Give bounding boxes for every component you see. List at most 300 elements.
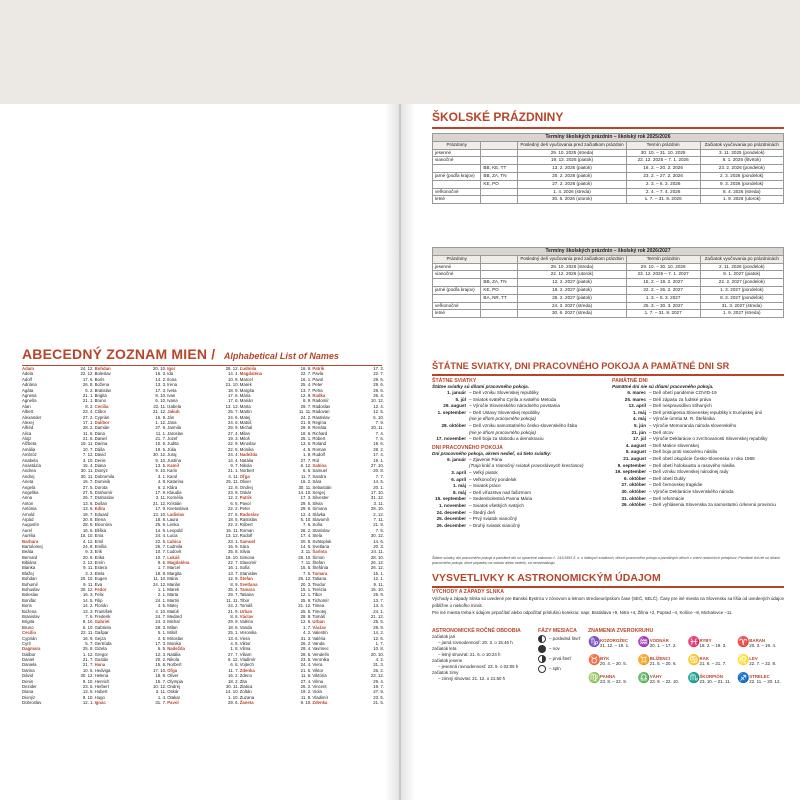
table-cell: 2. 11. 2026 (pondelok) bbox=[700, 263, 783, 271]
name-text: Viktor bbox=[312, 667, 324, 673]
name-text: Agáta bbox=[22, 387, 34, 393]
name-date: 9. 7. bbox=[230, 463, 239, 469]
seasons-heading: ASTRONOMICKÉ ROČNÉ OBDOBIA bbox=[432, 628, 521, 634]
name-date: 26. 7. bbox=[155, 543, 167, 549]
name-text: Monika bbox=[167, 640, 182, 646]
name-text: Zlatica bbox=[239, 684, 253, 690]
name-date: 24. 2. bbox=[228, 603, 239, 609]
name-text: Ľudmila bbox=[167, 543, 183, 549]
name-date: 12. 6. bbox=[373, 635, 384, 641]
name-date: 27. 6. bbox=[228, 511, 239, 517]
name-date: 24. 4. bbox=[300, 662, 312, 668]
name-date: 22. 2. bbox=[228, 506, 239, 512]
name-date: 12. 1. bbox=[82, 700, 94, 706]
name-text: Alfréd bbox=[22, 425, 34, 431]
name-text: Samuel bbox=[312, 468, 327, 474]
state-holidays-heading: ŠTÁTNE SVIATKY bbox=[432, 378, 477, 384]
sunrise-text: Východy a západy Slnka sú uvedené pre Banskú Bystricu v zónovom a letnom stredoeurópskom čase (SEČ, SELČ). Časy pre iné miesta na Slovensku sa líšia od uvedených údajov približne o niekoľko minút. bbox=[432, 596, 784, 608]
name-date: 13. 7. bbox=[228, 570, 239, 576]
name-date: 13. 10. bbox=[153, 511, 167, 517]
name-date: 14. 2. bbox=[373, 630, 384, 636]
holiday-row bbox=[612, 403, 784, 410]
name-text: Denis bbox=[22, 678, 33, 684]
name-text: Norbert bbox=[239, 468, 255, 474]
name-text: Eleonóra bbox=[94, 522, 112, 528]
name-text: Roland bbox=[312, 441, 326, 447]
name-text: Gregor bbox=[94, 651, 108, 657]
name-date: 21. 10. bbox=[225, 382, 239, 388]
holiday-row bbox=[432, 510, 604, 517]
name-date: 18. 10. bbox=[225, 554, 239, 560]
name-text: Martin bbox=[239, 409, 252, 415]
name-text: Drahomír bbox=[94, 489, 113, 495]
name-text: Darina bbox=[94, 441, 108, 447]
name-date: 12. 1. bbox=[300, 592, 312, 598]
name-date: 24. 4. bbox=[155, 533, 167, 539]
name-date: 3. 2. bbox=[85, 570, 94, 576]
name-text: Miloš bbox=[167, 630, 178, 636]
table-row bbox=[433, 271, 784, 279]
name-text: Silvester bbox=[312, 495, 329, 501]
name-text: Viola bbox=[312, 689, 322, 695]
zodiac-item bbox=[688, 652, 735, 670]
name-text: Martin bbox=[167, 597, 180, 603]
zodiac-name: ŠKORPIÓN bbox=[699, 674, 723, 679]
name-text: Marta bbox=[239, 403, 251, 409]
name-date: 30. 11. bbox=[225, 684, 239, 690]
name-text: Valentín bbox=[312, 630, 328, 636]
name-text: Ivana bbox=[167, 398, 178, 404]
name-text: Ján bbox=[167, 414, 175, 420]
names-header bbox=[22, 346, 382, 366]
name-date: 11. 6. bbox=[300, 673, 312, 679]
memorial-days-heading: PAMÄTNÉ DNI bbox=[612, 378, 648, 384]
name-text: Alexander bbox=[22, 414, 42, 420]
name-text: Ctibor bbox=[94, 409, 107, 415]
name-text: Radoslav bbox=[239, 511, 259, 517]
name-date: 7. 11. bbox=[300, 560, 312, 566]
zodiac-sign-icon: ♑ bbox=[588, 637, 601, 648]
table-cell: 25. 3. – 30. 3. 2027 bbox=[626, 302, 700, 310]
name-text: Cecília bbox=[94, 403, 109, 409]
name-text: Tomáš bbox=[239, 603, 253, 609]
table-cell: BA, NR, TT bbox=[481, 294, 518, 302]
name-date: 27. 5. bbox=[82, 489, 94, 495]
table-cell: 19. 2. 2027 (piatok) bbox=[518, 286, 626, 294]
table-row bbox=[433, 149, 784, 157]
holiday-row bbox=[432, 436, 604, 443]
table-row bbox=[433, 294, 784, 302]
table-cell: 8. 4. 2026 (streda) bbox=[700, 188, 783, 196]
name-date: 12. 9. bbox=[300, 392, 312, 398]
table-cell: 22. 12. 2026 (utorok) bbox=[518, 271, 626, 279]
name-text: Oliver bbox=[239, 479, 252, 485]
name-text: Norbert bbox=[167, 662, 182, 668]
holiday-row bbox=[612, 423, 784, 430]
name-text: Albert bbox=[22, 409, 34, 415]
table-cell: 8. 3. 2027 (pondelok) bbox=[700, 294, 783, 302]
name-text: Gabriel bbox=[94, 619, 110, 625]
name-text: Zoltán bbox=[239, 689, 252, 695]
holiday-text: – Deň otcov bbox=[649, 429, 674, 435]
zodiac-dates: 21. 12. – 19. 1. bbox=[600, 643, 630, 648]
name-date: 13. 4. bbox=[373, 603, 384, 609]
name-text: Nikola bbox=[239, 463, 252, 469]
name-date: 8. 6. bbox=[230, 613, 239, 619]
zodiac-name: STRELEC bbox=[749, 674, 770, 679]
name-text: Daniela bbox=[22, 662, 37, 668]
name-date: 7. 6. bbox=[303, 522, 312, 528]
name-date: 14. 10. bbox=[298, 489, 312, 495]
table-cell: jesenné bbox=[433, 149, 481, 157]
name-date: 9. 10. bbox=[82, 694, 94, 700]
name-date: 14. 10. bbox=[225, 689, 239, 695]
name-date: 19. 11. bbox=[80, 441, 94, 447]
name-date: 9. 3. bbox=[85, 549, 94, 555]
name-date: 16. 2. bbox=[300, 479, 312, 485]
name-text: Zdenka bbox=[312, 700, 328, 706]
name-date: 16. 9. bbox=[228, 543, 239, 549]
name-text: Aurel bbox=[22, 527, 33, 533]
name-text: Viera bbox=[312, 662, 323, 668]
name-text: Adela bbox=[22, 371, 33, 377]
memorial-days-note: Pamätné dni nie sú dňami pracovného pokoja. bbox=[612, 384, 714, 389]
name-text: Nikola bbox=[167, 657, 180, 663]
name-text: Ida bbox=[167, 371, 174, 377]
name-date: 4. 2. bbox=[303, 630, 312, 636]
name-text: Mária bbox=[167, 576, 178, 582]
name-date: 19. 6. bbox=[373, 441, 384, 447]
name-text: Arpád bbox=[22, 516, 34, 522]
table-cell: vianočné bbox=[433, 157, 481, 165]
name-text: Timotej bbox=[312, 608, 327, 614]
names-column bbox=[22, 366, 94, 706]
holiday-date: 17. november bbox=[436, 436, 466, 442]
name-date: 11. 11. bbox=[226, 597, 239, 603]
name-date: 22. 5. bbox=[155, 538, 167, 544]
name-text: Vendelín bbox=[312, 651, 330, 657]
holiday-row bbox=[432, 457, 604, 464]
school-table-2026 bbox=[432, 247, 784, 318]
name-date: 13. 3. bbox=[155, 382, 167, 388]
name-date: 28. 10. bbox=[298, 554, 312, 560]
name-text: Monika bbox=[239, 446, 254, 452]
name-date: 5. 2. bbox=[85, 387, 94, 393]
name-date: 17. 4. bbox=[300, 533, 312, 539]
name-text: Sebastián bbox=[312, 484, 332, 490]
name-text: Marcel bbox=[167, 565, 181, 571]
name-text: Zuzana bbox=[239, 694, 255, 700]
name-text: Miloš bbox=[239, 436, 250, 442]
holidays-left-column bbox=[432, 378, 604, 529]
name-date: 15. 10. bbox=[370, 587, 384, 593]
name-text: Darina bbox=[22, 667, 35, 673]
name-date: 24. 1. bbox=[155, 597, 167, 603]
name-date: 7. 5. bbox=[303, 570, 312, 576]
name-date: 29. 7. bbox=[228, 592, 239, 598]
name-date: 14. 2. bbox=[155, 376, 167, 382]
name-text: Anton bbox=[22, 500, 34, 506]
name-text: Pavol bbox=[239, 500, 251, 506]
name-text: Dušan bbox=[94, 500, 108, 506]
name-date: 13. 7. bbox=[373, 597, 384, 603]
table-cell bbox=[481, 188, 518, 196]
table-header-cell: Prázdniny bbox=[433, 141, 481, 149]
name-text: Dalibor bbox=[94, 419, 110, 425]
name-date: 14. 4. bbox=[228, 457, 239, 463]
table-cell: 30. 10. – 31. 10. 2025 bbox=[626, 149, 700, 157]
name-date: 1. 12. bbox=[155, 419, 167, 425]
name-date: 28. 2. bbox=[300, 527, 312, 533]
name-text: Bratislav bbox=[94, 387, 112, 393]
table-cell bbox=[481, 302, 518, 310]
table-cell: 26. 2. 2027 (piatok) bbox=[518, 294, 626, 302]
name-date: 26. 12. bbox=[370, 565, 384, 571]
holiday-text: – Deň obetí holokaustu a rasového násilia bbox=[649, 462, 735, 468]
name-text: Valéria bbox=[312, 635, 326, 641]
name-date: 6. 5. bbox=[230, 500, 239, 506]
name-text: Milan bbox=[167, 624, 178, 630]
name-row bbox=[22, 700, 94, 705]
name-date: 24. 1. bbox=[373, 608, 384, 614]
name-text: Lukáš bbox=[167, 554, 180, 560]
name-text: Vladimír bbox=[239, 657, 256, 663]
rest-days-list bbox=[432, 457, 604, 530]
name-date: 29. 6. bbox=[300, 500, 312, 506]
name-text: Ľubica bbox=[167, 538, 182, 544]
name-date: 12. 9. bbox=[228, 576, 239, 582]
holiday-date: 6. apríl bbox=[451, 476, 466, 482]
table-cell: 1. 3. 2027 (pondelok) bbox=[700, 286, 783, 294]
name-text: Justína bbox=[167, 457, 182, 463]
name-date: 23. 9. bbox=[228, 489, 239, 495]
name-text: Gizela bbox=[94, 646, 107, 652]
name-text: Ilona bbox=[167, 376, 177, 382]
name-date: 5. 10. bbox=[373, 414, 384, 420]
name-text: Júlia bbox=[167, 446, 177, 452]
table-cell: 22. 2. – 26. 2. 2027 bbox=[626, 286, 700, 294]
table-header-cell: Posledný deň vyučovania pred začiatkom prázdnin bbox=[518, 255, 626, 263]
name-text: Jozef bbox=[167, 436, 178, 442]
name-text: Rút bbox=[312, 457, 320, 463]
name-date: 20. 3. bbox=[373, 543, 384, 549]
name-text: Matej bbox=[239, 414, 251, 420]
name-text: Andrej bbox=[22, 473, 35, 479]
name-row bbox=[312, 700, 384, 705]
name-text: Vincent bbox=[312, 684, 327, 690]
name-date: 24. 11. bbox=[371, 549, 384, 555]
holiday-text: – Sviatok svätého Cyrila a svätého Metoda bbox=[469, 396, 557, 402]
name-text: Kvetoslava bbox=[167, 506, 189, 512]
name-date: 18. 8. bbox=[155, 570, 167, 576]
name-text: Bibiána bbox=[22, 560, 37, 566]
name-row bbox=[240, 700, 312, 705]
name-text: Matúš bbox=[239, 419, 252, 425]
name-date: 13. 12. bbox=[225, 403, 239, 409]
name-text: Agnesa bbox=[22, 392, 37, 398]
name-date: 22. 11. bbox=[153, 403, 167, 409]
holiday-text: – Sedembolestná Panna Mária bbox=[469, 496, 533, 502]
name-text: Otakar bbox=[167, 694, 181, 700]
table-header-cell: Termín prázdnin bbox=[626, 255, 700, 263]
moon-phase-label: – spln bbox=[549, 666, 561, 671]
holiday-date: 6. marec bbox=[627, 390, 646, 395]
name-text: Magdaléna bbox=[239, 371, 262, 377]
name-text: Helena bbox=[94, 673, 109, 679]
name-text: Andrea bbox=[22, 468, 36, 474]
astro-bottom bbox=[432, 628, 784, 688]
table-row bbox=[433, 172, 784, 180]
name-text: Anna bbox=[22, 495, 33, 501]
zodiac-sign-icon: ♌ bbox=[737, 655, 750, 666]
name-text: Katarína bbox=[167, 479, 184, 485]
name-date: 11. 7. bbox=[228, 667, 239, 673]
table-header-row bbox=[433, 255, 784, 263]
name-date: 18. 7. bbox=[82, 511, 94, 517]
name-text: Silvia bbox=[239, 549, 251, 555]
name-date: 20. 3. bbox=[300, 581, 312, 587]
name-text: Ema bbox=[94, 533, 104, 539]
name-text: Svetlana bbox=[239, 581, 258, 587]
name-text: Laura bbox=[167, 516, 179, 522]
holiday-text: (Traja králi a Vianočný sviatok pravoslávnych kresťanov) bbox=[469, 463, 584, 469]
name-date: 27. 7. bbox=[228, 651, 239, 657]
zodiac-text bbox=[600, 638, 629, 648]
table-cell bbox=[433, 180, 481, 188]
name-text: Adam bbox=[22, 366, 34, 371]
name-date: 22. 5. bbox=[228, 446, 239, 452]
name-text: Emília bbox=[94, 543, 107, 549]
name-text: Vilma bbox=[239, 646, 251, 652]
name-text: Patrik bbox=[239, 495, 252, 501]
holiday-text: – Sviatok práce bbox=[469, 483, 501, 489]
table-cell: jesenné bbox=[433, 263, 481, 271]
name-date: 30. 11. bbox=[80, 468, 94, 474]
table-row bbox=[433, 310, 784, 318]
name-text: Patrik bbox=[312, 366, 325, 371]
name-text: Alan bbox=[22, 403, 31, 409]
name-date: 1. 4. bbox=[157, 694, 167, 700]
name-date: 20. 1. bbox=[373, 484, 384, 490]
holiday-text: – Sviatok všetkých svätých bbox=[469, 502, 524, 508]
table-row bbox=[433, 180, 784, 188]
holiday-date: 17. júl bbox=[632, 436, 646, 442]
zodiac-text bbox=[700, 674, 731, 684]
name-text: Marek bbox=[167, 587, 180, 593]
zodiac-item bbox=[588, 634, 635, 652]
name-text: Alica bbox=[22, 430, 32, 436]
name-text: Tomáš bbox=[312, 613, 326, 619]
name-date: 8. 2. bbox=[85, 403, 94, 409]
name-text: Cyril bbox=[22, 640, 31, 646]
holiday-row bbox=[432, 397, 604, 404]
name-date: 22. 2. bbox=[228, 522, 239, 528]
season-label: začiatok zimy bbox=[432, 670, 459, 675]
name-text: Felix bbox=[94, 592, 104, 598]
name-date: 10. 7. bbox=[155, 554, 167, 560]
season-label: začiatok leta bbox=[432, 646, 457, 651]
name-date: 7. 9. bbox=[375, 419, 384, 425]
holiday-row bbox=[612, 469, 784, 476]
holiday-date: 29. august bbox=[443, 403, 466, 409]
names-subtitle: Alphabetical List of Names bbox=[223, 351, 339, 361]
name-date: 5. 10. bbox=[300, 516, 312, 522]
name-text: Branislav bbox=[22, 613, 40, 619]
name-date: 29. 7. bbox=[300, 403, 312, 409]
name-date: 28. 10. bbox=[370, 506, 384, 512]
name-text: Sergej bbox=[312, 489, 325, 495]
holiday-date: 6. január bbox=[447, 456, 466, 462]
name-text: Svetlana bbox=[312, 543, 330, 549]
table-row bbox=[433, 188, 784, 196]
name-date: 18. 2. bbox=[228, 678, 239, 684]
name-date: 14. 5. bbox=[82, 597, 94, 603]
holiday-text: – Deň vzniku Slovenskej národnej rady bbox=[649, 469, 729, 475]
name-date: 8. 9. bbox=[303, 398, 312, 404]
holiday-date: 5. jún bbox=[634, 422, 646, 428]
name-text: Jaroslav bbox=[167, 430, 184, 436]
table-row bbox=[433, 286, 784, 294]
name-date: 3. 11. bbox=[373, 500, 384, 506]
holiday-row bbox=[612, 416, 784, 423]
name-date: 14. 4. bbox=[228, 371, 239, 377]
name-date: 24. 4. bbox=[228, 452, 239, 458]
zodiac-item bbox=[737, 652, 784, 670]
name-text: Radomír bbox=[312, 398, 329, 404]
table-cell: BB, ZA, TN bbox=[481, 172, 518, 180]
name-date: 21. 7. bbox=[82, 662, 94, 668]
holiday-date: 1. november bbox=[438, 502, 466, 508]
name-date: 20. 8. bbox=[82, 554, 94, 560]
name-text: Estera bbox=[94, 565, 108, 571]
name-date: 6. 10. bbox=[82, 624, 94, 630]
table-caption-row bbox=[433, 134, 784, 142]
name-text: Vilma bbox=[312, 678, 324, 684]
name-date: 13. 5. bbox=[155, 463, 167, 469]
name-text: Cecília bbox=[22, 630, 36, 636]
name-date: 16. 1. bbox=[228, 565, 239, 571]
name-text: Radoslav bbox=[312, 403, 331, 409]
zodiac-text bbox=[749, 638, 776, 648]
holiday-date: 28. október bbox=[441, 422, 466, 428]
name-text: Božena bbox=[22, 608, 37, 614]
name-text: Stanislav bbox=[312, 527, 330, 533]
name-date: 5. 7. bbox=[85, 640, 94, 646]
name-date: 16. 3. bbox=[155, 371, 167, 377]
name-text: Ignác bbox=[94, 700, 106, 706]
name-text: Michal bbox=[167, 619, 180, 625]
holiday-text: – Deň obetí pandémie COVID-19 bbox=[649, 390, 717, 395]
name-text: Frederik bbox=[94, 613, 111, 619]
holiday-date: 31. október bbox=[621, 495, 646, 501]
name-text: Tatiana bbox=[239, 592, 254, 598]
name-date: 22. 7. bbox=[300, 371, 312, 377]
name-text: Eduard bbox=[94, 511, 109, 517]
name-date: 29. 4. bbox=[373, 678, 384, 684]
name-date: 26. 2. bbox=[373, 667, 384, 673]
holiday-text: – Veľkonočný pondelok bbox=[469, 476, 517, 482]
name-text: Gejza bbox=[94, 635, 106, 641]
name-date: 21. 9. bbox=[228, 608, 239, 614]
holiday-text: – Deň boja proti rasovému násiliu bbox=[649, 449, 718, 455]
name-text: Daniel bbox=[94, 436, 107, 442]
name-date: 20. 10. bbox=[153, 366, 167, 371]
table-row bbox=[433, 302, 784, 310]
name-date: 1. 1. bbox=[157, 587, 167, 593]
name-date: 28. 10. bbox=[370, 554, 384, 560]
name-date: 24. 8. bbox=[82, 543, 94, 549]
name-row bbox=[167, 700, 239, 705]
